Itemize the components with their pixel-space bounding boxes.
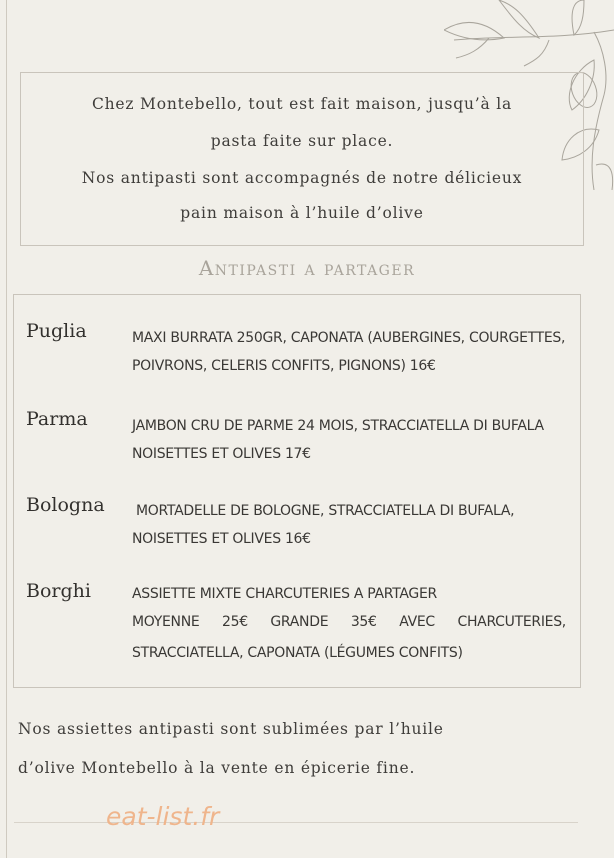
intro-line: pasta faite sur place. — [210, 132, 394, 150]
justified-word: CHARCUTERIES, — [457, 614, 566, 630]
menu-item-name: Borghi — [26, 580, 91, 602]
intro-line: Nos antipasti sont accompagnés de notre délicieux — [81, 169, 523, 187]
menu-item-description: STRACCIATELLA, CAPONATA (LÉGUMES CONFITS) — [132, 645, 463, 661]
left-margin-rule — [6, 0, 7, 858]
menu-item-description: ASSIETTE MIXTE CHARCUTERIES A PARTAGER — [132, 586, 437, 602]
menu-item-description: MORTADELLE DE BOLOGNE, STRACCIATELLA DI BUFALA, — [136, 503, 515, 519]
justified-word: GRANDE — [270, 614, 329, 630]
justified-word: 25€ — [221, 614, 248, 630]
menu-item-name: Puglia — [26, 320, 87, 342]
menu-item-name: Bologna — [26, 494, 105, 516]
menu-item-name: Parma — [26, 408, 88, 430]
intro-line: Chez Montebello, tout est fait maison, jusqu’à la — [91, 95, 513, 113]
menu-item-description-justified — [132, 614, 566, 630]
intro-line: pain maison à l’huile d’olive — [180, 204, 424, 222]
menu-item-description: POIVRONS, CELERIS CONFITS, PIGNONS) 16€ — [132, 358, 436, 374]
bottom-rule — [14, 822, 578, 823]
menu-item-description: JAMBON CRU DE PARME 24 MOIS, STRACCIATELLA DI BUFALA — [132, 418, 544, 434]
menu-item-description: NOISETTES ET OLIVES 17€ — [132, 446, 311, 462]
menu-item-description: MAXI BURRATA 250GR, CAPONATA (AUBERGINES, COURGETTES, — [132, 330, 566, 346]
justified-word: AVEC — [399, 614, 435, 630]
footer-line: Nos assiettes antipasti sont sublimées par l’huile — [18, 720, 444, 738]
menu-item-description: NOISETTES ET OLIVES 16€ — [132, 531, 311, 547]
justified-word: MOYENNE — [132, 614, 200, 630]
section-title: Antipasti a partager — [198, 256, 416, 280]
justified-word: 35€ — [350, 614, 377, 630]
watermark: eat-list.fr — [106, 802, 220, 831]
footer-line: d’olive Montebello à la vente en épicerie fine. — [18, 759, 416, 777]
